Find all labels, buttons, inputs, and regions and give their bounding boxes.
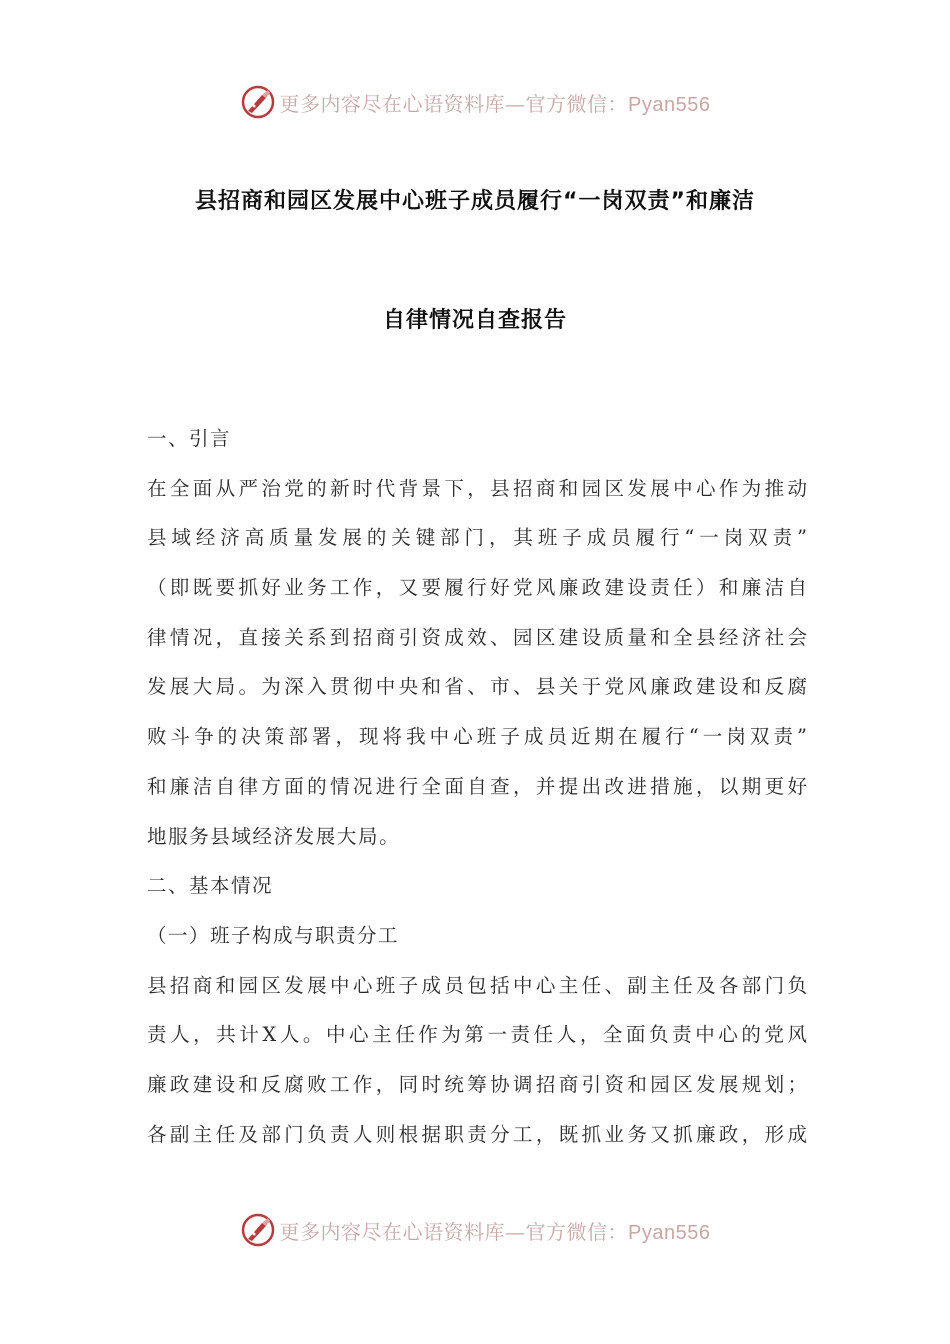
paragraph-line: 县域经济高质量发展的关键部门，其班子成员履行“一岗双责” — [147, 526, 807, 550]
paragraph-line: 在全面从严治党的新时代背景下，县招商和园区发展中心作为推动 — [147, 476, 807, 500]
paragraph-line: 各副主任及部门负责人则根据职责分工，既抓业务又抓廉政，形成 — [147, 1122, 807, 1146]
section-heading-intro: 一、引言 — [147, 427, 232, 450]
paragraph-line: 律情况，直接关系到招商引资成效、园区建设质量和全县经济社会 — [147, 625, 807, 649]
paragraph-line: （即既要抓好业务工作，又要履行好党风廉政建设责任）和廉洁自 — [147, 576, 807, 600]
document-body — [147, 414, 807, 1159]
paragraph-line: 发展大局。为深入贯彻中央和省、市、县关于党风廉政建设和反腐 — [147, 675, 807, 699]
document-title-line-2: 自律情况自查报告 — [382, 308, 567, 333]
pen-nib-logo-icon — [240, 84, 276, 120]
paragraph-line: 责人，共计X人。中心主任作为第一责任人，全面负责中心的党风 — [147, 1023, 807, 1047]
paragraph-line: 廉政建设和反腐败工作，同时统筹协调招商引资和园区发展规划； — [147, 1072, 807, 1096]
paragraph-line: 败斗争的决策部署，现将我中心班子成员近期在履行“一岗双责” — [147, 725, 807, 749]
paragraph-line: 县招商和园区发展中心班子成员包括中心主任、副主任及各部门负 — [147, 973, 807, 997]
pen-nib-logo-icon — [240, 1212, 276, 1248]
watermark-text: 更多内容尽在心语资料库—官方微信：Pyan556 — [279, 1219, 711, 1244]
watermark-text: 更多内容尽在心语资料库—官方微信：Pyan556 — [279, 91, 711, 116]
watermark-handle: Pyan556 — [628, 93, 711, 116]
paragraph-line: 地服务县域经济发展大局。 — [147, 824, 401, 848]
section-heading-basic: 二、基本情况 — [147, 874, 274, 898]
subsection-heading: （一）班子构成与职责分工 — [147, 923, 400, 947]
watermark-banner-bottom — [0, 1210, 950, 1250]
watermark-banner-top — [0, 82, 950, 122]
paragraph-line: 和廉洁自律方面的情况进行全面自查，并提出改进措施，以期更好 — [147, 774, 807, 798]
document-title-line-1: 县招商和园区发展中心班子成员履行“一岗双责”和廉洁 — [195, 189, 755, 214]
watermark-handle: Pyan556 — [628, 1221, 711, 1244]
